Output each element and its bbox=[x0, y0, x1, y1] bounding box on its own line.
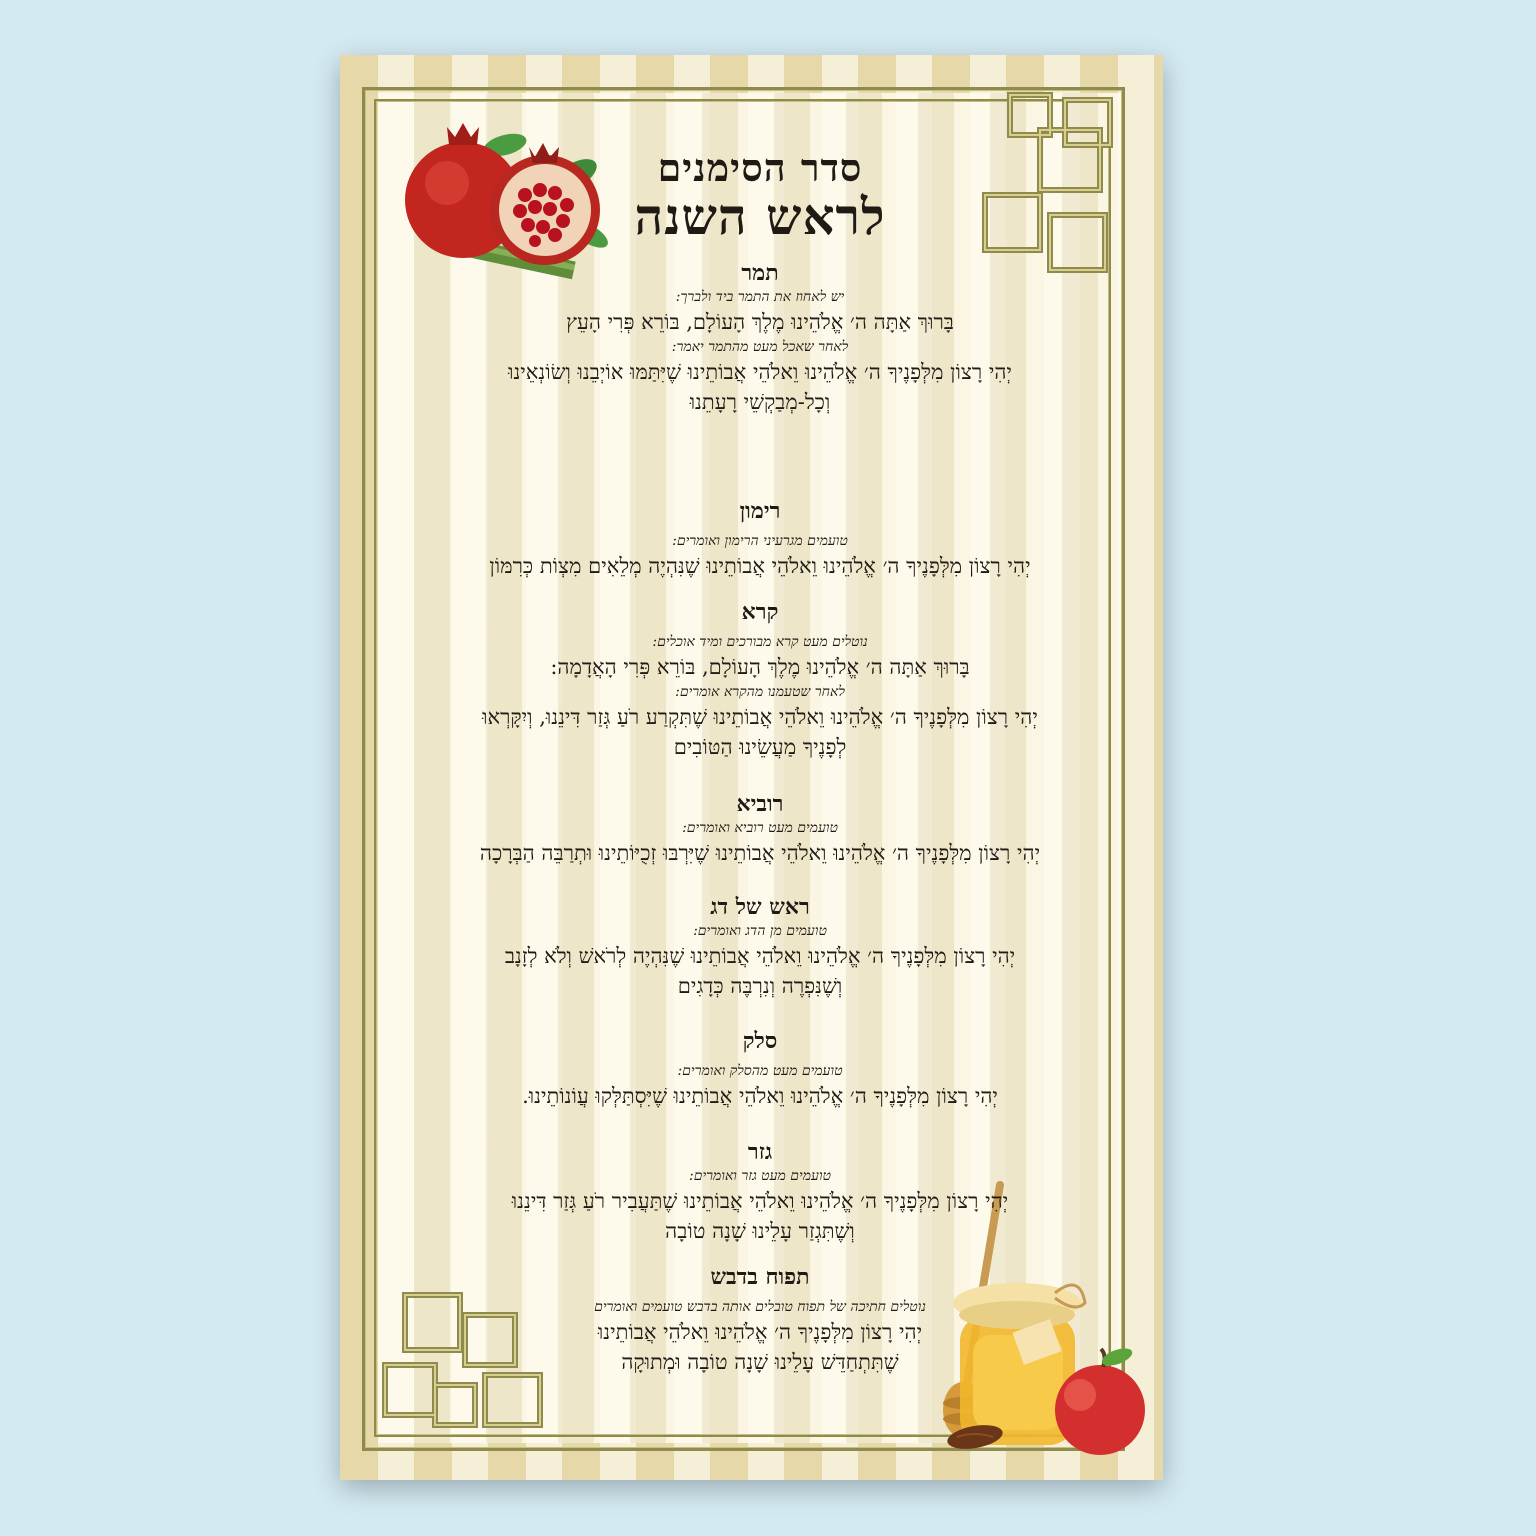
section-gezer bbox=[420, 1138, 1100, 1246]
section-title: רוביא bbox=[736, 791, 784, 817]
section-title: תפוח בדבש bbox=[710, 1264, 810, 1290]
section-rubia bbox=[420, 790, 1100, 868]
blessing-text: וְשֶׁתִּגְזַר עָלֵינוּ שָׁנָה טוֹבָה bbox=[665, 1219, 855, 1243]
instruction-text: טועמים מן הדג ואומרים: bbox=[693, 923, 827, 939]
blessing-text: בָּרוּךְ אַתָּה ה׳ אֱלֹהֵינוּ מֶלֶךְ הָעוֹלָם, בּוֹרֵא פְּרִי הָאֲדָמָה: bbox=[550, 655, 970, 679]
section-title: גזר bbox=[747, 1139, 773, 1165]
section-rosh-dag bbox=[420, 893, 1100, 1001]
instruction-text: לאחר שאכל מעט מהתמר יאמר: bbox=[671, 339, 849, 355]
page-title: סדר הסימנים bbox=[657, 145, 863, 190]
blessing-text: וְשֶׁנִּפְרֶה וְנִרְבֶּה כְּדָגִים bbox=[677, 974, 843, 998]
blessing-text: וְכָל-מְבַקְשֵׁי רָעָתֵנוּ bbox=[689, 390, 831, 414]
blessing-text: שֶׁתִּתְחַדֵּשׁ עָלֵינוּ שָׁנָה טוֹבָה וּמְתוּקָה bbox=[621, 1350, 899, 1374]
section-title: קרא bbox=[741, 599, 779, 625]
blessing-text: יְהִי רָצוֹן מִלְּפָנֶיךָ ה׳ אֱלֹהֵינוּ וֵאלֹהֵי אֲבוֹתֵינוּ שֶׁתִּקְרַע רֹעַ גְּזַר דִּינֵנוּ, וְיִקָּרְאוּ bbox=[482, 705, 1038, 729]
instruction-text: לאחר שטעמנו מהקרא אומרים: bbox=[675, 684, 845, 700]
section-tamar bbox=[420, 259, 1100, 417]
section-tapuach-bidvash bbox=[420, 1263, 1100, 1377]
simanim-content bbox=[420, 135, 1100, 1405]
instruction-text: טועמים מגרעיני הרימון ואומרים: bbox=[672, 533, 848, 549]
instruction-text: יש לאחוז את התמר ביד ולברך: bbox=[675, 289, 845, 305]
section-title: ראש של דג bbox=[710, 894, 810, 920]
blessing-text: יְהִי רָצוֹן מִלְּפָנֶיךָ ה׳ אֱלֹהֵינוּ וֵאלֹהֵי אֲבוֹתֵינוּ שֶׁנִּהְיֶה מְלֵאִים מִצְוֹת כְּרִמּוֹן bbox=[489, 554, 1031, 578]
page-subtitle: לראש השנה bbox=[634, 187, 886, 246]
section-kara bbox=[420, 598, 1100, 762]
blessing-text: יְהִי רָצוֹן מִלְּפָנֶיךָ ה׳ אֱלֹהֵינוּ וֵאלֹהֵי אֲבוֹתֵינוּ שֶׁתַּעֲבִיר רֹעַ גְּזַר דִּינֵנוּ bbox=[511, 1189, 1009, 1213]
blessing-text: יְהִי רָצוֹן מִלְּפָנֶיךָ ה׳ אֱלֹהֵינוּ וֵאלֹהֵי אֲבוֹתֵינוּ bbox=[597, 1320, 923, 1344]
section-selek bbox=[420, 1027, 1100, 1111]
blessing-text: לְפָנֶיךָ מַעֲשֵׂינוּ הַטּוֹבִים bbox=[673, 735, 847, 759]
blessing-text: יְהִי רָצוֹן מִלְּפָנֶיךָ ה׳ אֱלֹהֵינוּ וֵאלֹהֵי אֲבוֹתֵינוּ שֶׁיִּתַּמּוּ אוֹיְבֵנוּ וְשׂוֹנְאֵינוּ bbox=[508, 360, 1012, 384]
section-title: תמר bbox=[741, 260, 779, 286]
section-title: רימון bbox=[739, 498, 781, 524]
blessing-text: בָּרוּךְ אַתָּה ה׳ אֱלֹהֵינוּ מֶלֶךְ הָעוֹלָם, בּוֹרֵא פְּרִי הָעֵץ bbox=[566, 310, 954, 334]
instruction-text: טועמים מעט רוביא ואומרים: bbox=[682, 820, 838, 836]
section-title: סלק bbox=[742, 1028, 778, 1054]
rosh-hashanah-card bbox=[340, 55, 1163, 1480]
blessing-text: יְהִי רָצוֹן מִלְּפָנֶיךָ ה׳ אֱלֹהֵינוּ וֵאלֹהֵי אֲבוֹתֵינוּ שֶׁיִּרְבּוּ זְכֻיּוֹתֵינוּ וּתְרַבֵּה הַבְּרָכָה bbox=[479, 841, 1041, 865]
instruction-text: טועמים מעט מהסלק ואומרים: bbox=[677, 1063, 843, 1079]
blessing-text: יְהִי רָצוֹן מִלְּפָנֶיךָ ה׳ אֱלֹהֵינוּ וֵאלֹהֵי אֲבוֹתֵינוּ שֶׁנִּהְיֶה לְרֹאשׁ וְלֹא לְזָנָב bbox=[504, 944, 1016, 968]
instruction-text: נוטלים חתיכה של תפוח טובלים אותה בדבש טועמים ואומרים bbox=[594, 1299, 926, 1315]
blessing-text: יְהִי רָצוֹן מִלְּפָנֶיךָ ה׳ אֱלֹהֵינוּ וֵאלֹהֵי אֲבוֹתֵינוּ שֶׁיִּסְתַּלְּקוּ עֲוֹנוֹתֵינוּ. bbox=[522, 1084, 998, 1108]
instruction-text: טועמים מעט גזר ואומרים: bbox=[689, 1168, 831, 1184]
section-rimon bbox=[420, 497, 1100, 581]
instruction-text: נוטלים מעט קרא מבורכים ומיד אוכלים: bbox=[652, 634, 868, 650]
